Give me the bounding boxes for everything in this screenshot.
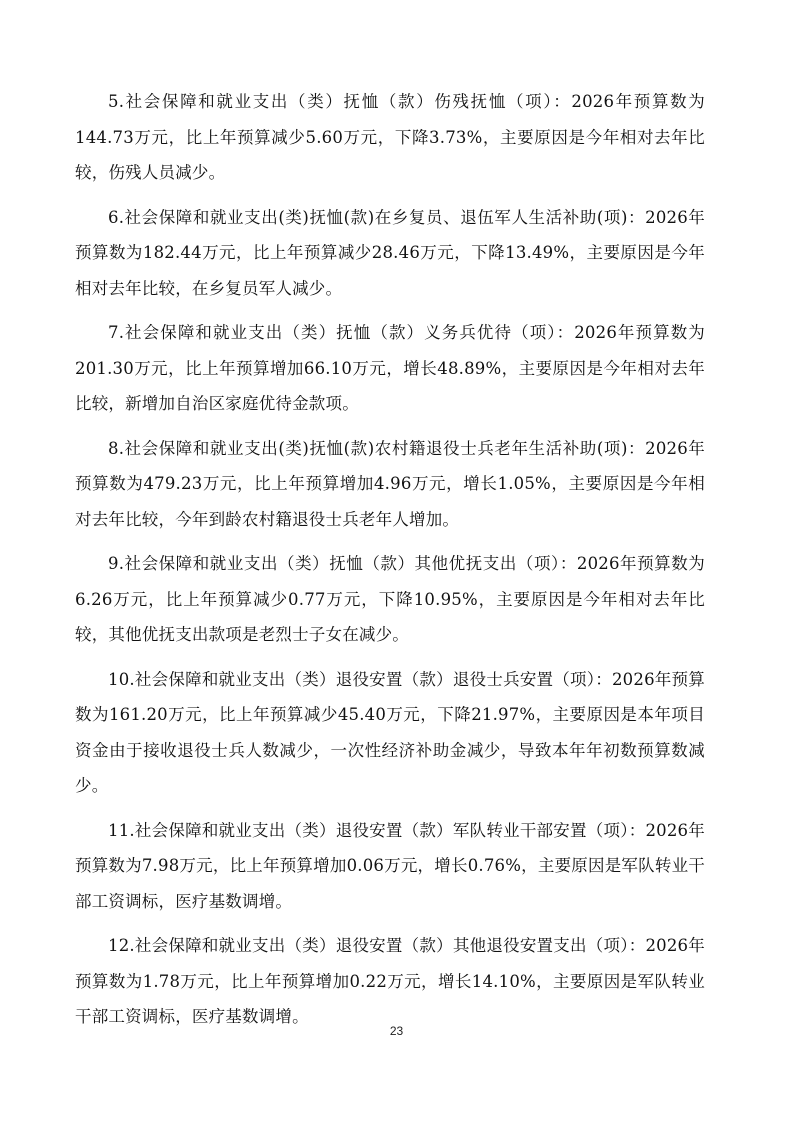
- paragraph-item-7: 7.社会保障和就业支出（类）抚恤（款）义务兵优待（项）：2026年预算数为201.30万元，比上年预算增加66.10万元，增长48.89%，主要原因是今年相对去年比较，新增加自治区家庭优待金款项。: [75, 323, 705, 413]
- paragraph-item-8: 8.社会保障和就业支出(类)抚恤(款)农村籍退役士兵老年生活补助(项)：2026年预算数为479.23万元，比上年预算增加4.96万元，增长1.05%，主要原因是今年相对去年比较，今年到龄农村籍退役士兵老年人增加。: [75, 438, 705, 529]
- paragraph-item-10: 10.社会保障和就业支出（类）退役安置（款）退役士兵安置（项）：2026年预算数为161.20万元，比上年预算减少45.40万元，下降21.97%，主要原因是本年项目资金由于接收退役士兵人数减少，一次性经济补助金减少，导致本年年初数预算数减少。: [75, 669, 705, 795]
- paragraph-item-11: 11.社会保障和就业支出（类）退役安置（款）军队转业干部安置（项）：2026年预算数为7.98万元，比上年预算增加0.06万元，增长0.76%，主要原因是军队转业干部工资调标，医疗基数调增。: [75, 820, 705, 911]
- document-body: [75, 84, 705, 1044]
- page-number: 23: [389, 1024, 404, 1038]
- paragraph-item-9: 9.社会保障和就业支出（类）抚恤（款）其他优抚支出（项）：2026年预算数为6.26万元，比上年预算减少0.77万元，下降10.95%，主要原因是今年相对去年比较，其他优抚支出款项是老烈士子女在减少。: [75, 554, 705, 644]
- paragraph-item-12: 12.社会保障和就业支出（类）退役安置（款）其他退役安置支出（项）：2026年预算数为1.78万元，比上年预算增加0.22万元，增长14.10%，主要原因是军队转业干部工资调标，医疗基数调增。: [75, 936, 705, 1026]
- paragraph-item-5: 5.社会保障和就业支出（类）抚恤（款）伤残抚恤（项）：2026年预算数为144.73万元，比上年预算减少5.60万元，下降3.73%，主要原因是今年相对去年比较，伤残人员减少。: [75, 92, 705, 182]
- paragraph-item-6: 6.社会保障和就业支出(类)抚恤(款)在乡复员、退伍军人生活补助(项)：2026年预算数为182.44万元，比上年预算减少28.46万元，下降13.49%，主要原因是今年相对去年比较，在乡复员军人减少。: [75, 207, 705, 298]
